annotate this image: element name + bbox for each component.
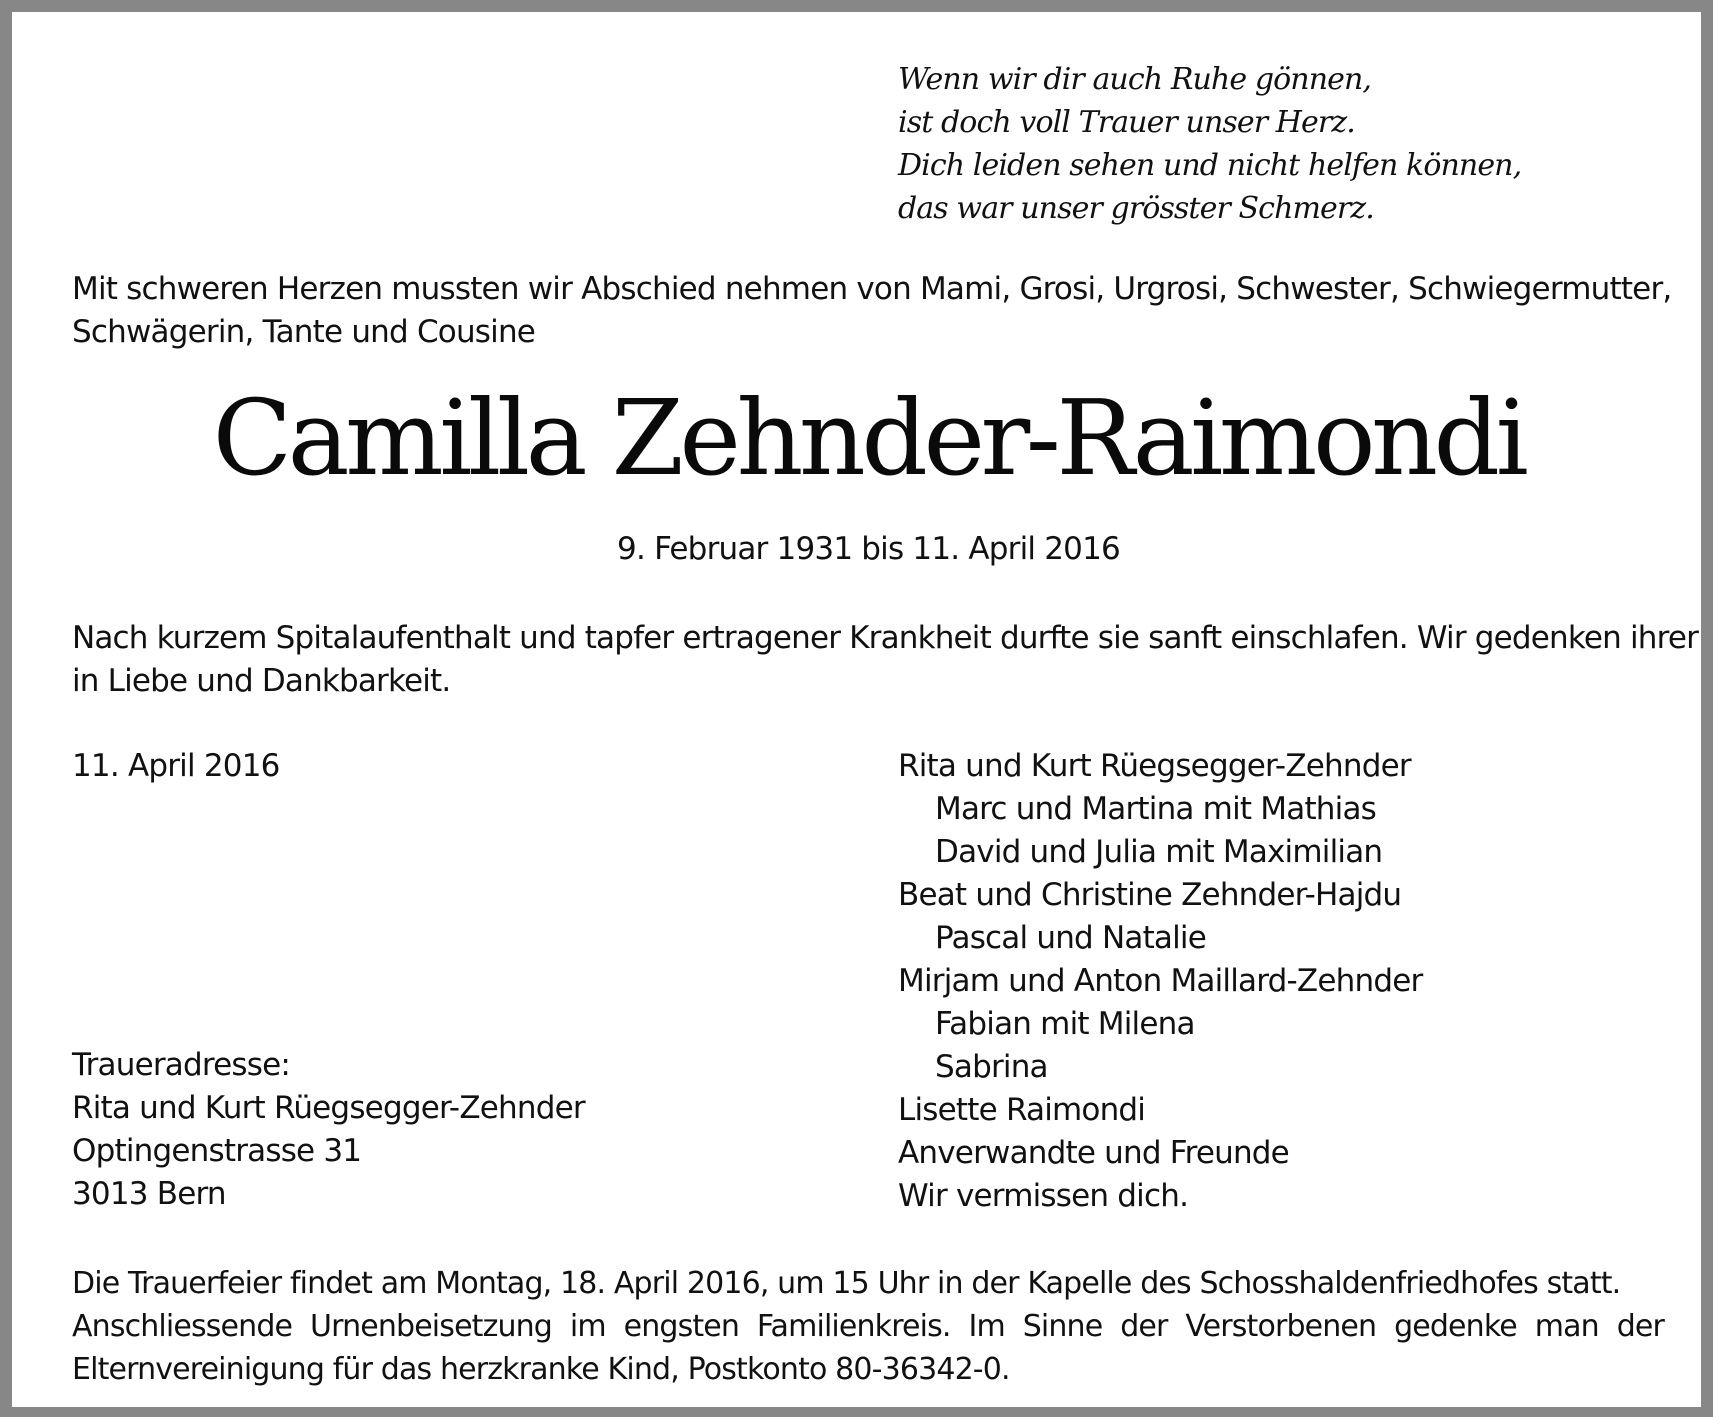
- intro-text: [72, 268, 1672, 354]
- funeral-line: Elternvereinigung für das herzkranke Kind, Postkonto 80-36342-0.: [72, 1352, 1010, 1387]
- funeral-line: Anschliessende Urnenbeisetzung im engsten Familienkreis. Im Sinne der Verstorbenen gedenke man der: [72, 1309, 1664, 1344]
- address-heading: Traueradresse:: [72, 1047, 291, 1083]
- poem: [898, 58, 1521, 230]
- family-member: David und Julia mit Maximilian: [935, 834, 1383, 870]
- family-member: Sabrina: [935, 1049, 1048, 1085]
- family-member: Pascal und Natalie: [935, 920, 1207, 956]
- family-member: Fabian mit Milena: [935, 1006, 1195, 1042]
- deceased-name: Camilla Zehnder-Raimondi: [212, 377, 1525, 499]
- address-city: 3013 Bern: [72, 1176, 226, 1212]
- family-member: Rita und Kurt Rüegsegger-Zehnder: [898, 748, 1411, 784]
- life-dates: 9. Februar 1931 bis 11. April 2016: [617, 531, 1120, 567]
- family-member: Beat und Christine Zehnder-Hajdu: [898, 877, 1402, 913]
- family-member: Lisette Raimondi: [898, 1092, 1146, 1128]
- message-line: Nach kurzem Spitalaufenthalt und tapfer ertragener Krankheit durfte sie sanft einschlafen. Wir gedenken ihrer: [72, 620, 1699, 656]
- mourning-address: [72, 1044, 585, 1216]
- intro-line: Schwägerin, Tante und Cousine: [72, 314, 536, 350]
- family-closing: Wir vermissen dich.: [898, 1178, 1189, 1214]
- message-line: in Liebe und Dankbarkeit.: [72, 663, 451, 699]
- message-text: [72, 617, 1698, 703]
- family-member: Mirjam und Anton Maillard-Zehnder: [898, 963, 1423, 999]
- family-member: Anverwandte und Freunde: [898, 1135, 1289, 1171]
- poem-line: Dich leiden sehen und nicht helfen können,: [898, 148, 1522, 183]
- poem-line: das war unser grösster Schmerz.: [898, 191, 1374, 226]
- family-member: Marc und Martina mit Mathias: [935, 791, 1377, 827]
- poem-line: ist doch voll Trauer unser Herz.: [898, 105, 1355, 140]
- intro-line: Mit schweren Herzen mussten wir Abschied nehmen von Mami, Grosi, Urgrosi, Schwester, Schwiegermutter,: [72, 271, 1672, 307]
- address-street: Optingenstrasse 31: [72, 1133, 362, 1169]
- address-name: Rita und Kurt Rüegsegger-Zehnder: [72, 1090, 585, 1126]
- funeral-line: Die Trauerfeier findet am Montag, 18. April 2016, um 15 Uhr in der Kapelle des Schosshaldenfriedhofes statt.: [72, 1266, 1621, 1301]
- poem-line: Wenn wir dir auch Ruhe gönnen,: [898, 62, 1372, 97]
- family-list: [898, 745, 1422, 1218]
- funeral-details: [72, 1262, 1664, 1391]
- obituary-notice: [24, 24, 1713, 1419]
- notice-date: 11. April 2016: [72, 748, 280, 784]
